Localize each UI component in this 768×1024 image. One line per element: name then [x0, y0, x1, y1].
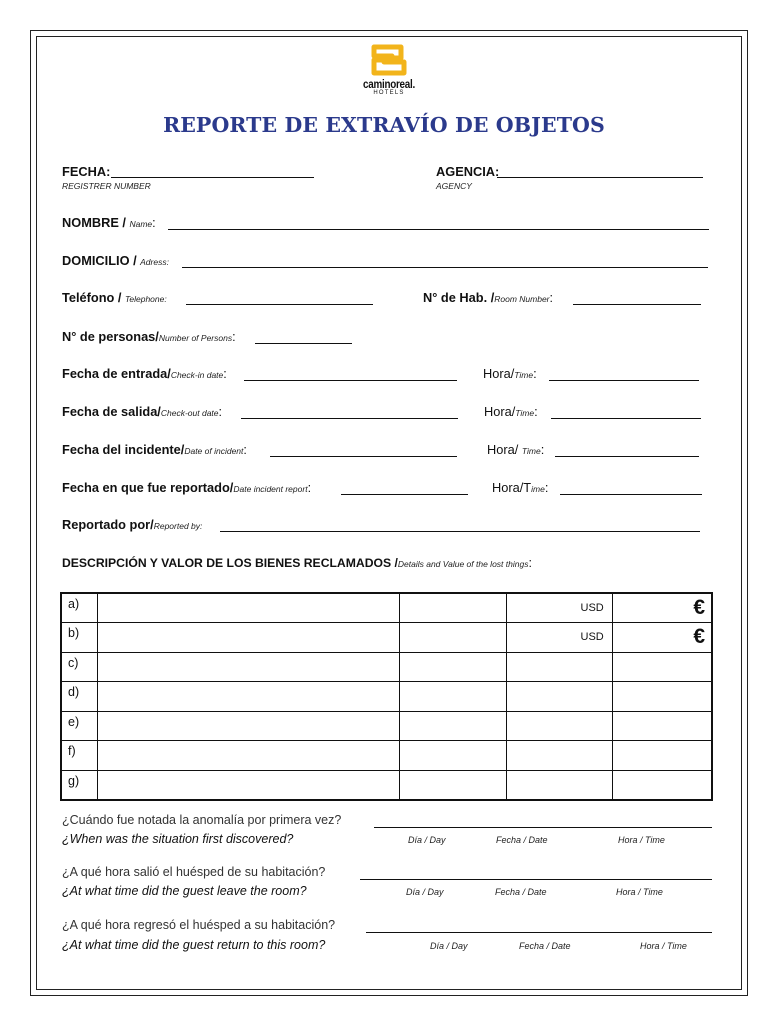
date-hint: Fecha / Date: [495, 887, 547, 897]
item-detail-cell[interactable]: [400, 711, 507, 741]
row-letter: g): [61, 770, 98, 800]
logo-brand-text: caminoreal.: [363, 77, 415, 91]
row-letter: e): [61, 711, 98, 741]
hora4-label: Hora/Time:: [492, 480, 549, 495]
nombre-field[interactable]: [168, 229, 709, 230]
item-description-cell[interactable]: [98, 593, 400, 623]
items-table: [60, 592, 713, 801]
question-es: ¿Cuándo fue notada la anomalía por primera vez?: [62, 813, 342, 827]
item-detail-cell[interactable]: [400, 652, 507, 682]
camino-real-logo-icon: [371, 44, 407, 76]
fecha-label: FECHA:: [62, 164, 111, 179]
item-usd-cell[interactable]: [507, 711, 613, 741]
domicilio-label: DOMICILIO / Adress:: [62, 253, 169, 268]
item-description-cell[interactable]: [98, 711, 400, 741]
fecha-field[interactable]: [111, 177, 314, 178]
hab-field[interactable]: [573, 304, 701, 305]
description-label: DESCRIPCIÓN Y VALOR DE LOS BIENES RECLAMADOS /Details and Value of the lost things:: [62, 556, 532, 570]
inner-border: [36, 36, 742, 990]
table-row: [61, 593, 712, 623]
hora2-label: Hora/Time:: [484, 404, 538, 419]
item-usd-cell[interactable]: [507, 682, 613, 712]
row-letter: f): [61, 741, 98, 771]
item-description-cell[interactable]: [98, 770, 400, 800]
hora2-field[interactable]: [551, 418, 701, 419]
time-hint: Hora / Time: [616, 887, 663, 897]
item-detail-cell[interactable]: [400, 593, 507, 623]
reportado-por-label: Reportado por/Reported by:: [62, 517, 203, 532]
time-hint: Hora / Time: [640, 941, 687, 951]
table-row: [61, 741, 712, 771]
time-hint: Hora / Time: [618, 835, 665, 845]
item-euro-cell[interactable]: [612, 652, 712, 682]
incidente-label: Fecha del incidente/Date of incident:: [62, 442, 247, 457]
personas-label: N° de personas/Number of Persons:: [62, 329, 236, 344]
row-letter: d): [61, 682, 98, 712]
table-row: [61, 711, 712, 741]
item-usd-cell[interactable]: [507, 770, 613, 800]
item-euro-cell[interactable]: €: [612, 623, 712, 653]
question-en: ¿At what time did the guest return to this room?: [62, 938, 326, 952]
item-detail-cell[interactable]: [400, 623, 507, 653]
hora4-field[interactable]: [560, 494, 702, 495]
item-description-cell[interactable]: [98, 652, 400, 682]
telefono-label: Teléfono / Telephone:: [62, 290, 167, 305]
item-usd-cell[interactable]: USD: [507, 593, 613, 623]
item-usd-cell[interactable]: USD: [507, 623, 613, 653]
entrada-field[interactable]: [244, 380, 457, 381]
day-hint: Día / Day: [406, 887, 444, 897]
incidente-field[interactable]: [270, 456, 457, 457]
question-en: ¿At what time did the guest leave the room?: [62, 884, 307, 898]
date-hint: Fecha / Date: [496, 835, 548, 845]
day-hint: Día / Day: [430, 941, 468, 951]
hora1-label: Hora/Time:: [483, 366, 537, 381]
telefono-field[interactable]: [186, 304, 373, 305]
item-detail-cell[interactable]: [400, 770, 507, 800]
day-hint: Día / Day: [408, 835, 446, 845]
hora3-label: Hora/ Time:: [487, 442, 545, 457]
reportado-label: Fecha en que fue reportado/Date incident report:: [62, 480, 312, 495]
question-es: ¿A qué hora regresó el huésped a su habitación?: [62, 918, 336, 932]
fecha-sub: REGISTRER NUMBER: [62, 181, 151, 191]
agencia-label: AGENCIA:: [436, 164, 500, 179]
reportado-field[interactable]: [341, 494, 468, 495]
page-title: REPORTE DE EXTRAVÍO DE OBJETOS: [163, 113, 605, 137]
item-euro-cell[interactable]: [612, 741, 712, 771]
table-row: [61, 770, 712, 800]
hotel-logo: [355, 44, 423, 112]
question-en: ¿When was the situation first discovered?: [62, 832, 294, 846]
table-row: [61, 623, 712, 653]
hora3-field[interactable]: [555, 456, 699, 457]
date-hint: Fecha / Date: [519, 941, 571, 951]
logo-sub-text: HOTELS: [373, 90, 405, 96]
reportado-por-field[interactable]: [220, 531, 700, 532]
personas-field[interactable]: [255, 343, 352, 344]
row-letter: b): [61, 623, 98, 653]
item-description-cell[interactable]: [98, 682, 400, 712]
agencia-sub: AGENCY: [436, 181, 472, 191]
question-answer-field[interactable]: [366, 932, 712, 933]
salida-label: Fecha de salida/Check-out date:: [62, 404, 223, 419]
table-row: [61, 652, 712, 682]
hora1-field[interactable]: [549, 380, 699, 381]
nombre-label: NOMBRE / Name:: [62, 215, 156, 230]
agencia-field[interactable]: [497, 177, 703, 178]
item-usd-cell[interactable]: [507, 652, 613, 682]
salida-field[interactable]: [241, 418, 458, 419]
row-letter: c): [61, 652, 98, 682]
question-answer-field[interactable]: [374, 827, 712, 828]
item-description-cell[interactable]: [98, 741, 400, 771]
item-euro-cell[interactable]: [612, 682, 712, 712]
table-row: [61, 682, 712, 712]
hab-label: N° de Hab. /Room Number:: [423, 290, 554, 305]
question-answer-field[interactable]: [360, 879, 712, 880]
item-usd-cell[interactable]: [507, 741, 613, 771]
item-detail-cell[interactable]: [400, 682, 507, 712]
row-letter: a): [61, 593, 98, 623]
item-euro-cell[interactable]: €: [612, 593, 712, 623]
item-description-cell[interactable]: [98, 623, 400, 653]
item-euro-cell[interactable]: [612, 770, 712, 800]
item-detail-cell[interactable]: [400, 741, 507, 771]
item-euro-cell[interactable]: [612, 711, 712, 741]
question-es: ¿A qué hora salió el huésped de su habitación?: [62, 865, 326, 879]
domicilio-field[interactable]: [182, 267, 708, 268]
entrada-label: Fecha de entrada/Check-in date:: [62, 366, 227, 381]
